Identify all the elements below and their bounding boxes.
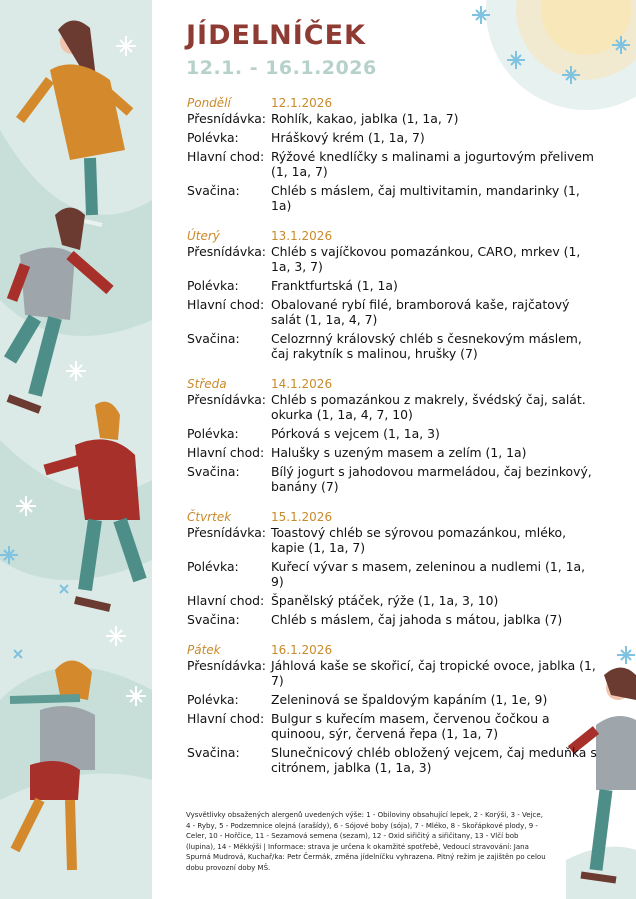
snack-row: [187, 745, 599, 775]
meal-label: Přesnídávka:: [187, 658, 266, 673]
skaters-illustration-left: [0, 0, 152, 899]
meal-description: Celozrnný královský chléb s česnekovým máslem, čaj rakytník s malinou, hrušky (7): [271, 331, 582, 361]
meal-description: Chléb s pomazánkou z makrely, švédský čaj, salát. okurka (1, 1a, 4, 7, 10): [271, 392, 586, 422]
day-name: Pátek: [187, 643, 221, 657]
main-course-row: [187, 711, 599, 741]
soup-row: [187, 426, 599, 441]
day-name: Pondělí: [187, 96, 231, 110]
meal-description: Španělský ptáček, rýže (1, 1a, 3, 10): [271, 593, 499, 608]
meal-label: Hlavní chod:: [187, 445, 265, 460]
main-course-row: [187, 297, 599, 327]
meal-description: Halušky s uzeným masem a zelím (1, 1a): [271, 445, 527, 460]
meal-label: Hlavní chod:: [187, 149, 265, 164]
soup-row: [187, 130, 599, 145]
day-date: 14.1.2026: [271, 377, 333, 391]
meal-description: Toastový chléb se sýrovou pomazánkou, mléko, kapie (1, 1a, 7): [271, 525, 567, 555]
meal-label: Polévka:: [187, 692, 239, 707]
soup-row: [187, 559, 599, 589]
meal-label: Svačina:: [187, 183, 240, 198]
day-date: 12.1.2026: [271, 96, 333, 110]
main-course-row: [187, 149, 599, 179]
snack-row: [187, 183, 599, 213]
day-date: 13.1.2026: [271, 229, 333, 243]
breakfast-row: [187, 111, 599, 126]
day-name: Středa: [187, 377, 227, 391]
meal-label: Svačina:: [187, 464, 240, 479]
meal-description: Rýžové knedlíčky s malinami a jogurtovým přelivem (1, 1a, 7): [271, 149, 595, 179]
meal-description: Kuřecí vývar s masem, zeleninou a nudlemi (1, 1a, 9): [271, 559, 586, 589]
day-heading: [187, 93, 599, 110]
main-course-row: [187, 445, 599, 460]
snack-row: [187, 464, 599, 494]
breakfast-row: [187, 392, 599, 422]
meal-label: Přesnídávka:: [187, 111, 266, 126]
weekly-menu: [187, 93, 599, 788]
day-date: 16.1.2026: [271, 643, 333, 657]
meal-label: Svačina:: [187, 745, 240, 760]
meal-description: Hráškový krém (1, 1a, 7): [271, 130, 425, 145]
meal-label: Svačina:: [187, 612, 240, 627]
meal-label: Přesnídávka:: [187, 392, 266, 407]
meal-label: Polévka:: [187, 130, 239, 145]
day-block: [187, 93, 599, 213]
day-block: [187, 226, 599, 361]
meal-description: Bílý jogurt s jahodovou marmeládou, čaj bezinkový, banány (7): [271, 464, 592, 494]
breakfast-row: [187, 244, 599, 274]
meal-description: Rohlík, kakao, jablka (1, 1a, 7): [271, 111, 459, 126]
day-heading: [187, 374, 599, 391]
day-block: [187, 507, 599, 627]
allergen-footnote: Vysvětlivky obsažených alergenů uvedených výše: 1 - Obiloviny obsahující lepek, 2 - Korýši, 3 - Vejce, 4 - Ryby, 5 - Podzemnice olejná (arašídy), 6 - Sójové boby (sója), 7 - Mléko, 8 - Skořápkové plody, 9 - Celer, 10 - Hořčice, 11 - Sezamová semena (sezam), 12 - Oxid siřičitý a siřičitany, 13 - Vlčí bob (lupina), 14 - Měkkýši | Informace: strava je určena k okamžité spotřebě, Vedoucí stravování: Jana Spurná Mudrová, Kuchař/ka: Petr Čermák, změna jídelníčku vyhrazena. Pitný režim je zajištěn po celou dobu provozní doby MŠ.: [186, 811, 546, 872]
meal-label: Hlavní chod:: [187, 593, 265, 608]
day-block: [187, 640, 599, 775]
soup-row: [187, 278, 599, 293]
meal-label: Hlavní chod:: [187, 297, 265, 312]
meal-label: Přesnídávka:: [187, 525, 266, 540]
meal-description: Slunečnicový chléb obložený vejcem, čaj meduňka s citrónem, jablka (1, 1a, 3): [271, 745, 597, 775]
page-title: JÍDELNÍČEK: [186, 20, 366, 51]
meal-description: Zeleninová se špaldovým kapáním (1, 1e, 9): [271, 692, 548, 707]
meal-description: Pórková s vejcem (1, 1a, 3): [271, 426, 440, 441]
meal-label: Svačina:: [187, 331, 240, 346]
date-range: 12.1. - 16.1.2026: [186, 57, 377, 79]
breakfast-row: [187, 525, 599, 555]
meal-label: Hlavní chod:: [187, 711, 265, 726]
main-course-row: [187, 593, 599, 608]
breakfast-row: [187, 658, 599, 688]
meal-description: Bulgur s kuřecím masem, červenou čočkou a quinoou, sýr, červená řepa (1, 1a, 7): [271, 711, 550, 741]
meal-label: Přesnídávka:: [187, 244, 266, 259]
soup-row: [187, 692, 599, 707]
meal-description: Obalované rybí filé, bramborová kaše, rajčatový salát (1, 1a, 4, 7): [271, 297, 570, 327]
meal-description: Franktfurtská (1, 1a): [271, 278, 398, 293]
meal-description: Chléb s máslem, čaj multivitamin, mandarinky (1, 1a): [271, 183, 580, 213]
meal-label: Polévka:: [187, 278, 239, 293]
day-name: Úterý: [187, 229, 220, 243]
meal-label: Polévka:: [187, 426, 239, 441]
day-heading: [187, 507, 599, 524]
snack-row: [187, 331, 599, 361]
meal-label: Polévka:: [187, 559, 239, 574]
day-heading: [187, 640, 599, 657]
meal-description: Jáhlová kaše se skořicí, čaj tropické ovoce, jablka (1, 7): [271, 658, 596, 688]
snack-row: [187, 612, 599, 627]
day-heading: [187, 226, 599, 243]
meal-description: Chléb s vajíčkovou pomazánkou, CARO, mrkev (1, 1a, 3, 7): [271, 244, 581, 274]
day-block: [187, 374, 599, 494]
day-name: Čtvrtek: [187, 510, 232, 524]
meal-description: Chléb s máslem, čaj jahoda s mátou, jablka (7): [271, 612, 563, 627]
day-date: 15.1.2026: [271, 510, 333, 524]
